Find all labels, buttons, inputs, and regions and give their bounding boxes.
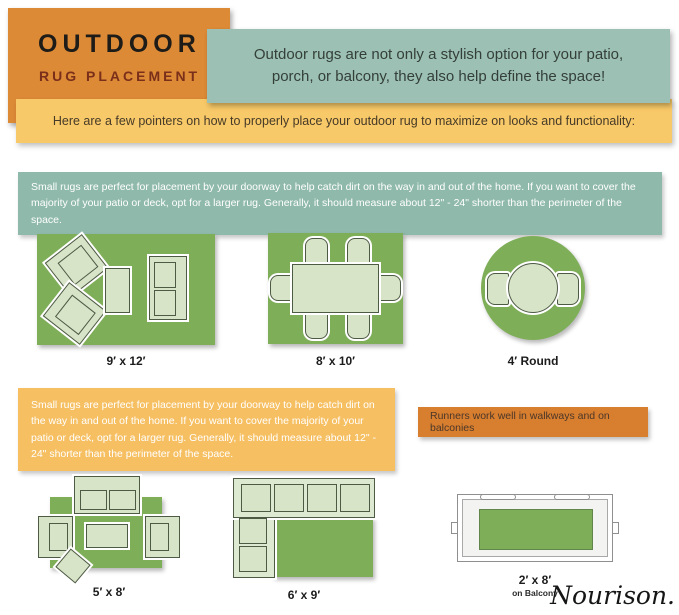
diagram-5x8 <box>38 474 180 599</box>
diagram-label: 5′ x 8′ <box>92 585 126 599</box>
pointers-banner <box>16 99 672 143</box>
cushion <box>58 245 99 286</box>
pointers-banner-text: Here are a few pointers on how to properly place your outdoor rug to maximize on looks and functionality: <box>52 114 636 128</box>
diagram-6x9 <box>233 478 375 602</box>
dining-chair-bottom-2 <box>347 309 370 339</box>
intro-text: Outdoor rugs are not only a stylish option for your patio, porch, or balcony, they also help define the space! <box>253 46 624 85</box>
cushion <box>241 484 271 512</box>
rug-surface-9x12 <box>37 234 215 345</box>
cushion <box>55 295 96 336</box>
coffee-table <box>86 524 128 548</box>
tip-teal-text: Small rugs are perfect for placement by your doorway to help catch dirt on the way in and out of the home. If you want to cover the majority of your patio or deck, opt for a larger rug. Generally, it should measure about 12" - 24" shorter than the perimeter of the space. <box>31 181 636 226</box>
balcony-notch-left <box>480 494 516 500</box>
diagram-label: 9′ x 12′ <box>106 354 146 368</box>
diagram-4round <box>481 236 585 368</box>
diagram-8x10 <box>268 233 403 368</box>
cushion <box>239 546 267 572</box>
armchair-right <box>145 516 180 558</box>
tip-block-teal <box>18 172 662 235</box>
runner-rug <box>479 509 593 550</box>
page-subtitle: RUG PLACEMENT <box>39 68 201 84</box>
balcony-rail-tab-right <box>612 522 619 534</box>
rug-surface-8x10 <box>268 233 403 344</box>
balcony-rail-tab-left <box>451 522 458 534</box>
cushion <box>154 262 176 288</box>
tip-block-yellow <box>18 388 395 471</box>
cushion <box>274 484 304 512</box>
page-title: OUTDOOR <box>38 30 201 58</box>
cushion <box>80 490 107 510</box>
diagram-sublabel: on Balcony <box>512 588 558 598</box>
tip-yellow-text: Small rugs are perfect for placement by your doorway to help catch dirt on the way in and out of the home. If you want to cover the majority of your patio or deck, opt for a larger rug. Generally, it should measure about 12" - 24" shorter than the perimeter of the space. <box>31 399 376 460</box>
cushion <box>307 484 337 512</box>
bistro-chair-left <box>487 273 509 305</box>
diagram-9x12 <box>37 234 215 368</box>
dining-chair-bottom-1 <box>305 309 328 339</box>
coffee-table <box>105 268 130 313</box>
loveseat <box>149 256 187 320</box>
cushion <box>239 518 267 544</box>
cushion <box>150 523 169 551</box>
rug-surface-6x9 <box>273 517 373 577</box>
diagram-label: 6′ x 9′ <box>287 588 321 602</box>
cushion <box>49 523 68 551</box>
brand-logo: Nourison. <box>550 581 675 610</box>
balcony-outline <box>457 494 613 562</box>
bistro-chair-right <box>557 273 579 305</box>
rug-surface-4round <box>481 236 585 340</box>
diagram-label: 2′ x 8′ <box>518 573 552 587</box>
scene-5x8 <box>38 474 180 578</box>
dining-table <box>292 264 379 313</box>
cushion <box>154 290 176 316</box>
balcony-notch-right <box>554 494 590 500</box>
scene-6x9 <box>233 478 375 578</box>
round-table <box>508 263 558 313</box>
cushion <box>109 490 136 510</box>
armchair-bottom-left <box>43 282 107 345</box>
diagram-label: 4′ Round <box>507 354 559 368</box>
intro-box <box>207 29 670 103</box>
cushion <box>340 484 370 512</box>
runner-note-box <box>418 407 648 437</box>
sofa <box>74 476 140 514</box>
diagram-label: 8′ x 10′ <box>315 354 356 368</box>
runner-note-text: Runners work well in walkways and on balconies <box>430 410 610 434</box>
